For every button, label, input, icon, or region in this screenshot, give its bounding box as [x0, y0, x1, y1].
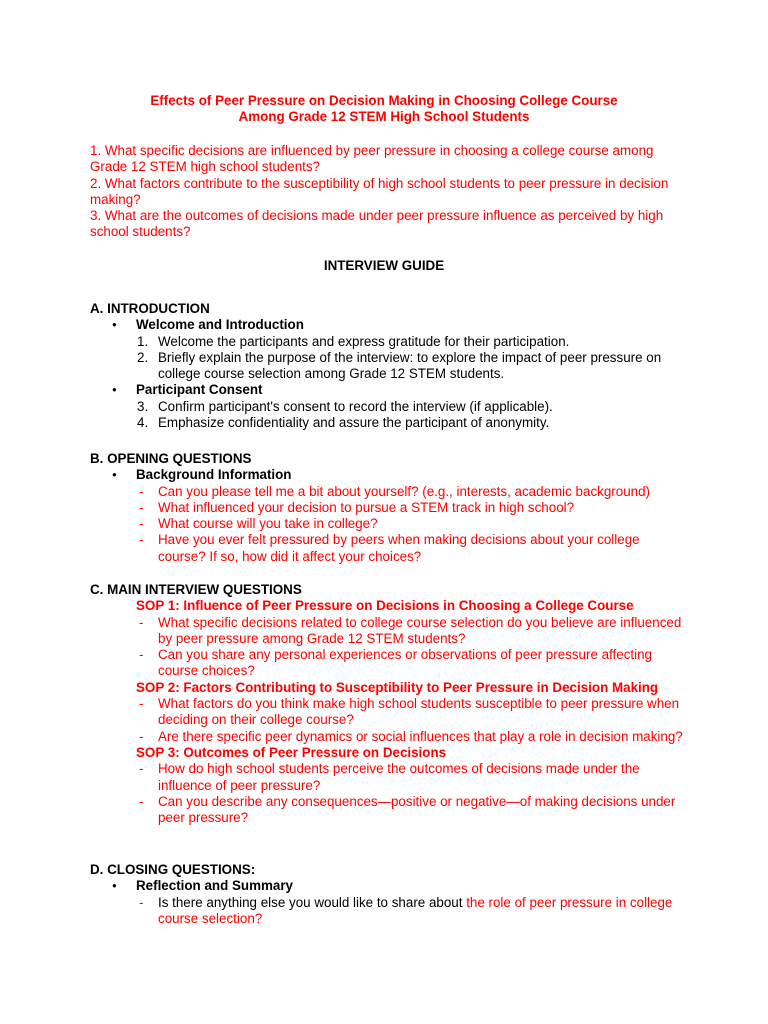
question-text-black: Is there anything else you would like to share about — [158, 894, 467, 910]
question-text: What influenced your decision to pursue a STEM track in high school? — [158, 499, 575, 515]
question-text: Can you describe any consequences—positive or negative—of making decisions under peer pressure? — [158, 793, 676, 826]
question-item — [90, 761, 690, 794]
research-question: 3. What are the outcomes of decisions made under peer pressure influence as perceived by high school students? — [90, 208, 664, 240]
dash-marker: - — [139, 793, 144, 809]
numbered-item — [90, 399, 690, 415]
item-text: Emphasize confidentiality and assure the participant of anonymity. — [158, 415, 550, 431]
item-number: 4. — [137, 415, 149, 431]
dash-marker: - — [139, 532, 144, 548]
question-item — [90, 647, 690, 680]
title-line-1: Effects of Peer Pressure on Decision Making in Choosing College Course — [150, 93, 618, 108]
section-heading: B. OPENING QUESTIONS — [90, 451, 252, 466]
document-title — [0, 93, 768, 126]
section-heading: D. CLOSING QUESTIONS: — [90, 862, 256, 877]
sop-heading: SOP 2: Factors Contributing to Susceptibility to Peer Pressure in Decision Making — [136, 679, 659, 695]
question-text: How do high school students perceive the outcomes of decisions made under the influence of peer pressure? — [158, 761, 640, 793]
question-item — [90, 532, 690, 565]
dash-marker: - — [139, 647, 144, 663]
section-main-interview-questions — [90, 582, 690, 826]
dash-marker: - — [139, 516, 144, 532]
title-line-2: Among Grade 12 STEM High School Students — [238, 109, 530, 125]
numbered-item — [90, 350, 690, 383]
question-item — [90, 500, 690, 516]
section-closing-questions — [90, 862, 690, 927]
item-text: Briefly explain the purpose of the interview: to explore the impact of peer pressure on college course selection among Grade 12 STEM students. — [158, 349, 662, 382]
item-number: 2. — [137, 349, 149, 365]
question-text: Can you share any personal experiences or observations of peer pressure affecting course choices? — [158, 647, 653, 679]
numbered-item — [90, 334, 690, 350]
item-text: Confirm participant's consent to record the interview (if applicable). — [158, 398, 553, 414]
question-text: Have you ever felt pressured by peers when making decisions about your college course? If so, how did it affect your choices? — [158, 532, 640, 564]
research-question: 1. What specific decisions are influenced by peer pressure in choosing a college course among Grade 12 STEM high school students? — [90, 143, 654, 175]
question-item — [90, 516, 690, 532]
interview-guide-heading: INTERVIEW GUIDE — [323, 258, 445, 273]
question-text: What course will you take in college? — [158, 516, 378, 532]
question-text: Are there specific peer dynamics or social influences that play a role in decision making? — [158, 728, 683, 744]
section-heading: A. INTRODUCTION — [90, 301, 210, 316]
dash-marker: - — [139, 483, 144, 499]
question-item — [90, 794, 690, 827]
section-opening-questions — [90, 451, 690, 565]
dash-marker: - — [139, 894, 144, 910]
item-text: Welcome the participants and express gratitude for their participation. — [158, 333, 570, 349]
bullet-heading: ● Participant Consent — [90, 382, 690, 398]
item-number: 3. — [137, 398, 149, 414]
dash-marker: - — [139, 499, 144, 515]
research-question: 2. What factors contribute to the susceptibility of high school students to peer pressure in decision making? — [90, 175, 669, 207]
dash-marker: - — [139, 761, 144, 777]
question-item — [90, 729, 690, 745]
question-item — [90, 484, 690, 500]
bullet-heading: ● Welcome and Introduction — [90, 317, 690, 333]
section-heading: C. MAIN INTERVIEW QUESTIONS — [90, 582, 302, 597]
dash-marker: - — [139, 728, 144, 744]
question-item — [90, 615, 690, 648]
question-item — [90, 696, 690, 729]
question-item — [90, 895, 690, 928]
question-text: What factors do you think make high school students susceptible to peer pressure when deciding on their college course? — [158, 696, 680, 728]
bullet-heading: ● Background Information — [90, 467, 690, 483]
bullet-heading: ● Reflection and Summary — [90, 878, 690, 894]
dash-marker: - — [139, 614, 144, 630]
dash-marker: - — [139, 696, 144, 712]
item-number: 1. — [137, 333, 149, 349]
question-text-red: the role of peer pressure in college course selection? — [158, 894, 673, 926]
question-text: What specific decisions related to college course selection do you believe are influenced by peer pressure among Grade 12 STEM students? — [158, 614, 682, 646]
sop-heading: SOP 3: Outcomes of Peer Pressure on Decisions — [136, 744, 447, 760]
question-text: Can you please tell me a bit about yourself? (e.g., interests, academic background) — [158, 483, 651, 499]
section-introduction — [90, 301, 690, 431]
sop-heading: SOP 1: Influence of Peer Pressure on Decisions in Choosing a College Course — [136, 598, 634, 614]
research-questions — [90, 143, 690, 241]
numbered-item — [90, 415, 690, 431]
